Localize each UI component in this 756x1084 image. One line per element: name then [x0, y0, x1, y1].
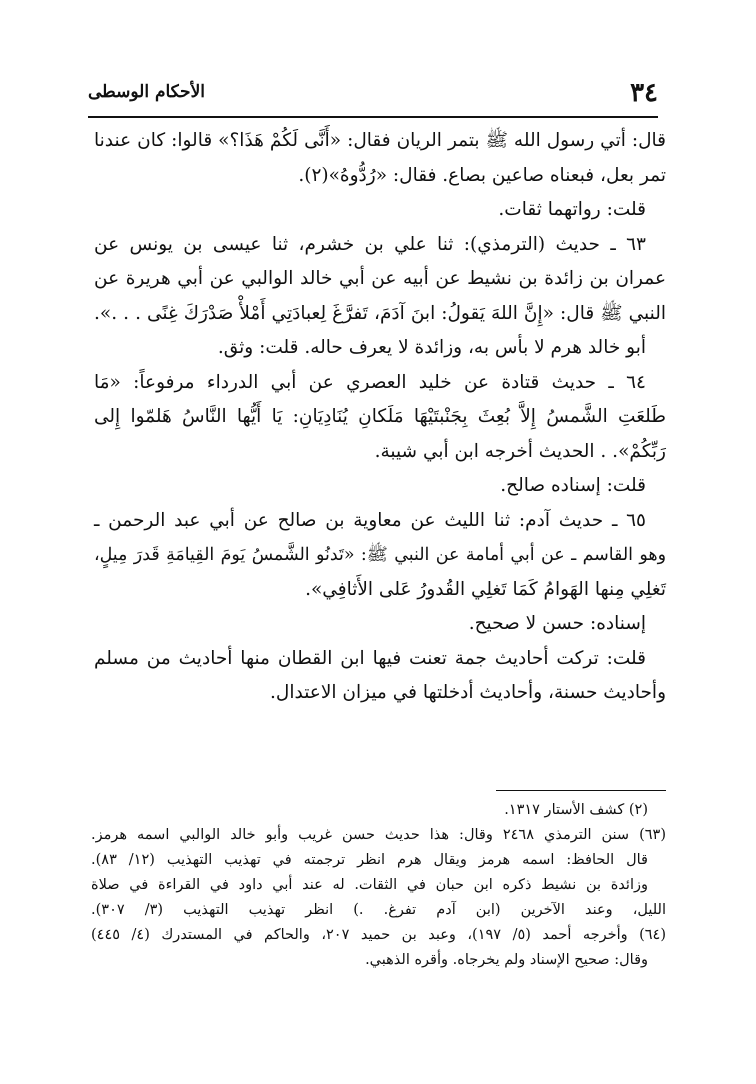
body-line: قلت: رواتهما ثقات.	[498, 199, 646, 220]
body-line: قلت: تركت أحاديث جمة تعنت فيها ابن القطان منها أحاديث من مسلم	[94, 647, 646, 669]
hadith-63-line: ٦٣ ـ حديث (الترمذي): ثنا علي بن خشرم، ثنا عيسى بن يونس عن	[94, 233, 646, 255]
hadith-64-line: ٦٤ ـ حديث قتادة عن خليد العصري عن أبي الدرداء مرفوعاً: «مَا	[94, 371, 646, 393]
body-line: تمر بعل، فبعناه صاعين بصاع. فقال: «رُدُّوهُ»(٢).	[298, 164, 666, 186]
body-line: تَغلِي مِنها الهَوامُ كَمَا تَغلِي القُدورُ عَلى الأَثافِي».	[305, 578, 666, 600]
body-line: طَلعَتِ الشَّمسُ إِلاَّ بُعِثَ بِجَنْبتَيْهَا مَلَكانِ يُنَادِيَانِ: يَا أَيُّها النَّاسُ هَلمّوا إِلى	[94, 406, 666, 427]
footnote-line: (٦٤) وأخرجه أحمد (٥/ ١٩٧)، وعبد بن حميد ٢٠٧، والحاكم في المستدرك (٤/ ٤٤٥)	[91, 927, 666, 943]
footnote-line: وقال: صحيح الإسناد ولم يخرجاه. وأقره الذهبي.	[365, 952, 648, 968]
footnote-line: وزائدة بن نشيط ذكره ابن حبان في الثقات. له عند أبي داود في القراءة في صلاة	[91, 877, 648, 893]
body-text	[94, 124, 666, 711]
footnote-line: الليل، وعند الآخرين (ابن آدم تفرغ. .) انظر تهذيب التهذيب (٣/ ٣٠٧).	[91, 902, 666, 918]
footnotes	[91, 798, 666, 973]
body-line: أبو خالد هرم لا بأس به، وزائدة لا يعرف حاله. قلت: وثق.	[217, 337, 646, 358]
body-line: النبي ﷺ قال: «إِنَّ اللهَ يَقولُ: ابنَ آدَمَ، تَفرَّغَ لِعبادَتِي أَمْلأْ صَدْرَكَ غِنًى . . .».	[94, 302, 666, 324]
hadith-65-line: ٦٥ ـ حديث آدم: ثنا الليث عن معاوية بن صالح عن أبي عبد الرحمن ـ	[94, 509, 646, 531]
body-line: قلت: إسناده صالح.	[500, 475, 646, 496]
page-number: ٣٤	[630, 78, 658, 108]
body-line: وأحاديث حسنة، وأحاديث أدخلتها في ميزان الاعتدال.	[270, 682, 666, 703]
body-line: قال: أتي رسول الله ﷺ بتمر الريان فقال: «أَنَّى لَكُمْ هَذَا؟» قالوا: كان عندنا	[94, 130, 666, 151]
footnote-line: (٢) كشف الأستار ١٣١٧.	[504, 802, 648, 818]
header-rule	[88, 116, 658, 118]
footnote-separator	[496, 790, 666, 791]
body-line: عمران بن زائدة بن نشيط عن أبيه عن أبي خالد الوالبي عن أبي هريرة عن	[94, 268, 666, 289]
body-line: رَبِّكُمْ». . الحديث أخرجه ابن أبي شيبة.	[374, 440, 666, 462]
footnote-line: (٦٣) سنن الترمذي ٢٤٦٨ وقال: هذا حديث حسن غريب وأبو خالد الوالبي اسمه هرمز.	[91, 827, 666, 843]
running-header	[88, 78, 658, 112]
body-line: إسناده: حسن لا صحيح.	[468, 613, 646, 634]
running-title: الأحكام الوسطى	[88, 82, 205, 102]
body-line: وهو القاسم ـ عن أبي أمامة عن النبي ﷺ: «تَدنُو الشَّمسُ يَومَ القِيامَةِ قَدرَ مِيلٍ،	[94, 545, 666, 565]
footnote-line: قال الحافظ: اسمه هرمز ويقال هرم انظر ترجمته في تهذيب التهذيب (١٢/ ٨٣).	[91, 852, 648, 868]
